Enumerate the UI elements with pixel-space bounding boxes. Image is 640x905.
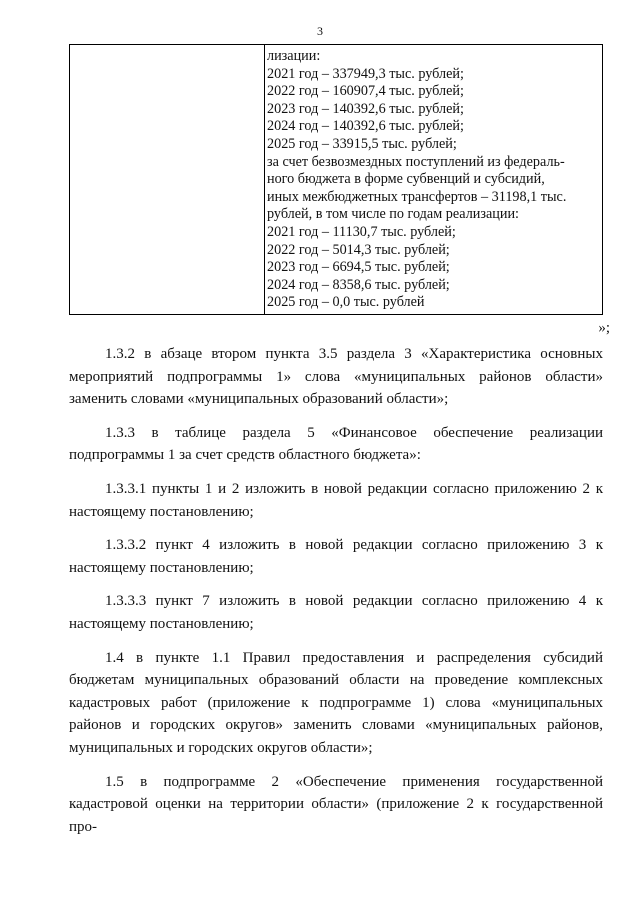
table-line: рублей, в том числе по годам реализации:: [267, 206, 519, 223]
page-number: 3: [317, 24, 323, 38]
table-line: 2025 год – 33915,5 тыс. рублей;: [267, 135, 457, 152]
paragraph-1-3-3: 1.3.3 в таблице раздела 5 «Финансовое обеспечение реализации подпрограммы 1 за счет средств областного бюджета»:: [69, 424, 603, 464]
table-line: ного бюджета в форме субвенций и субсидий,: [267, 171, 545, 188]
table-line: 2023 год – 140392,6 тыс. рублей;: [267, 100, 464, 117]
table-line: 2021 год – 11130,7 тыс. рублей;: [267, 223, 456, 240]
paragraph-1-5: 1.5 в подпрограмме 2 «Обеспечение применения государственной кадастровой оценки на территории области» (приложение 2 к государственной про-: [69, 773, 603, 835]
table-line: за счет безвозмездных поступлений из федераль-: [267, 153, 565, 170]
table-left-cell: [70, 45, 265, 314]
document-body: [69, 343, 603, 849]
closing-quote: »;: [598, 320, 610, 336]
table-line: 2021 год – 337949,3 тыс. рублей;: [267, 65, 464, 82]
paragraph-1-3-3-1: 1.3.3.1 пункты 1 и 2 изложить в новой редакции согласно приложению 2 к настоящему постановлению;: [69, 480, 603, 520]
table-line: 2022 год – 5014,3 тыс. рублей;: [267, 241, 450, 258]
table-line: 2024 год – 8358,6 тыс. рублей;: [267, 276, 450, 293]
table-line: иных межбюджетных трансфертов – 31198,1 тыс.: [267, 188, 567, 205]
paragraph-1-3-2: 1.3.2 в абзаце втором пункта 3.5 раздела 3 «Характеристика основных мероприятий подпрограммы 1» слова «муниципальных районов области» заменить словами «муниципальных образований области»;: [69, 346, 603, 408]
table-line: 2025 год – 0,0 тыс. рублей: [267, 294, 425, 311]
table-line: 2024 год – 140392,6 тыс. рублей;: [267, 118, 464, 135]
paragraph-1-3-3-2: 1.3.3.2 пункт 4 изложить в новой редакции согласно приложению 3 к настоящему постановлению;: [69, 537, 603, 576]
table-line: 2023 год – 6694,5 тыс. рублей;: [267, 259, 450, 276]
table-line: 2022 год – 160907,4 тыс. рублей;: [267, 83, 464, 100]
paragraph-1-3-3-3: 1.3.3.3 пункт 7 изложить в новой редакции согласно приложению 4 к настоящему постановлению;: [69, 593, 603, 632]
table-right-cell: [265, 45, 602, 314]
paragraph-1-4: 1.4 в пункте 1.1 Правил предоставления и распределения субсидий бюджетам муниципальных образований области на проведение комплексных кадастровых работ (приложение к подпрограмме 1) слова «муниципальных районов и городских округов» заменить словами «муниципальных районов, муниципальных и городских округов области»;: [69, 649, 603, 756]
financing-table: [69, 44, 603, 315]
table-line: лизации:: [267, 48, 321, 64]
